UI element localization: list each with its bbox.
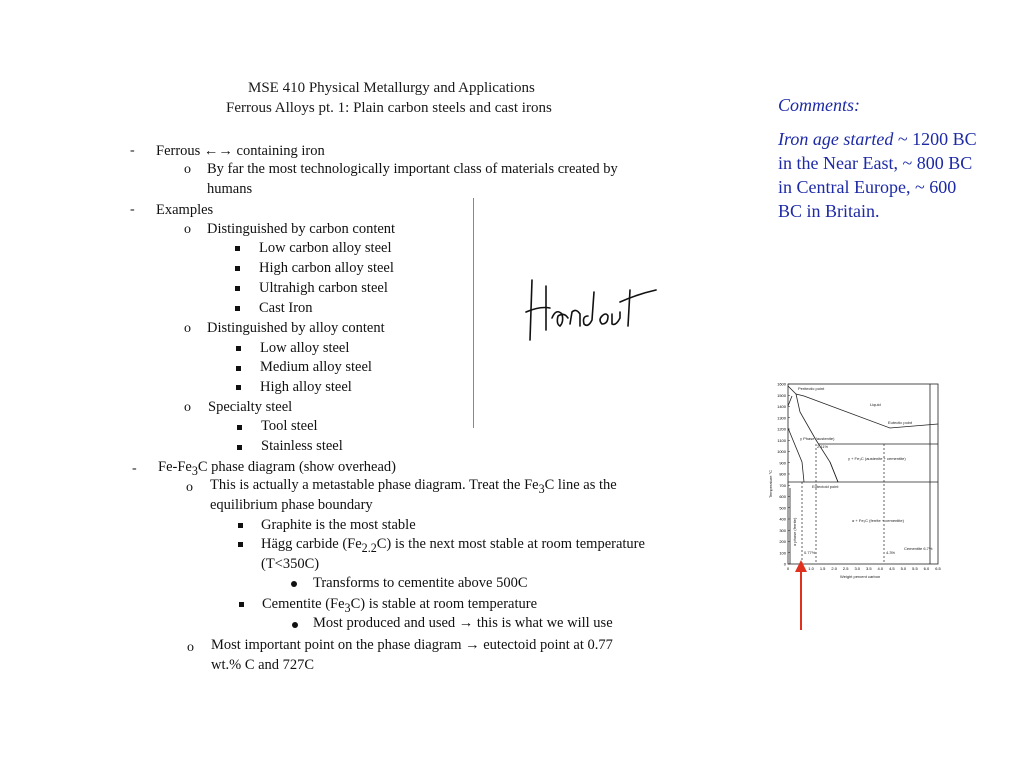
metastable-pre: This is actually a metastable phase diagram. Treat the Fe [210, 477, 539, 493]
y-tick-label: 900 [779, 460, 786, 466]
alloy-content-item: Distinguished by alloy content [207, 320, 385, 336]
cementite-sub: 3 [344, 600, 351, 615]
y-tick-label: 200 [779, 539, 786, 544]
label-alpha-fe3c: α + Fe₃C (ferrite + cementite) [852, 518, 904, 523]
y-tick-label: 800 [779, 471, 786, 477]
label-eutectoid: Eutectoid point [812, 484, 839, 489]
metastable-item [210, 477, 617, 497]
square-bullet [236, 366, 241, 371]
label-peritectic: Peritectic point [798, 386, 825, 391]
y-tick-label: 0 [783, 561, 786, 567]
alloy-item: Low alloy steel [260, 340, 350, 356]
x-tick-label: 3.0 [854, 566, 861, 571]
x-tick-label: 2.5 [842, 566, 849, 571]
x-tick-label: 1.5 [819, 566, 826, 571]
ferrous-sub-line-2: humans [207, 181, 253, 197]
x-tick-label: 6.0 [923, 566, 930, 571]
square-bullet [238, 542, 243, 547]
cementite-post: C) is stable at room temperature [350, 596, 538, 612]
x-tick-label: 4.5 [889, 566, 895, 571]
square-bullet [235, 286, 240, 291]
dash-bullet: - [132, 461, 137, 476]
phase-head-post: C phase diagram (show overhead) [197, 459, 396, 475]
handout-title: MSE 410 Physical Metallurgy and Applications [248, 80, 535, 96]
circle-bullet: o [187, 640, 194, 655]
label-ferrite: α phase (ferrite) [792, 517, 797, 546]
y-tick-label: 1100 [777, 437, 786, 443]
comments-body [778, 127, 978, 223]
cementite-pre: Cementite (Fe [262, 596, 345, 612]
y-tick-label: 700 [779, 482, 786, 488]
round-bullet [292, 622, 298, 628]
y-tick-label: 400 [779, 516, 786, 522]
alloy-item: High alloy steel [260, 379, 352, 395]
square-bullet [235, 246, 240, 251]
important-point-item: Most important point on the phase diagram → eutectoid point at 0.77 [211, 637, 613, 653]
y-tick-label: 500 [779, 505, 786, 511]
x-tick-label: 2.0 [831, 566, 837, 571]
comments-heading: Comments: [778, 95, 860, 115]
label-liquid: Liquid [870, 402, 881, 407]
phase-head-sub: 3 [191, 463, 198, 478]
x-tick-labels [787, 566, 942, 571]
circle-bullet: o [184, 222, 191, 237]
x-tick-label: 6.5 [935, 566, 941, 571]
plot-frame [788, 384, 938, 564]
square-bullet [235, 266, 240, 271]
graphite-item: Graphite is the most stable [261, 517, 416, 533]
circle-bullet: o [186, 480, 193, 495]
label-cementite: Cementite 6.7% [904, 546, 933, 551]
square-bullet [238, 523, 243, 528]
metastable-sub: 3 [538, 481, 545, 496]
x-tick-label: 1.0 [808, 566, 814, 571]
square-bullet [239, 602, 244, 607]
x-axis-label: Weight percent carbon [840, 574, 881, 579]
y-tick-label: 1000 [777, 449, 786, 454]
round-bullet [291, 581, 297, 587]
transforms-item: Transforms to cementite above 500C [313, 575, 528, 591]
ferrous-item: Ferrous ←→ containing iron [156, 143, 325, 159]
comments-panel [778, 93, 978, 223]
hagg-post: C) is the next most stable at room temperature [376, 536, 645, 552]
y-tick-label: 1500 [777, 392, 786, 398]
y-tick-label: 1300 [777, 415, 786, 421]
metastable-line-2: equilibrium phase boundary [210, 497, 373, 513]
handwritten-handout-signature [516, 272, 662, 346]
carbon-item: Ultrahigh carbon steel [259, 280, 388, 296]
square-bullet [237, 425, 242, 430]
carbon-item: High carbon alloy steel [259, 260, 394, 276]
most-used-item: Most produced and used → this is what we will use [313, 615, 613, 631]
phase-head-pre: Fe-Fe [158, 459, 192, 475]
dash-bullet: - [130, 143, 135, 158]
hagg-line-2: (T<350C) [261, 556, 320, 572]
square-bullet [236, 385, 241, 390]
square-bullet [235, 306, 240, 311]
label-43: 4.3% [886, 550, 896, 555]
specialty-sub-item: Tool steel [261, 418, 318, 434]
y-tick-label: 1200 [777, 426, 786, 432]
carbon-content-item: Distinguished by carbon content [207, 221, 396, 237]
label-austenite: γ Phase (austenite) [800, 436, 835, 441]
dash-bullet: - [130, 202, 135, 217]
circle-bullet: o [184, 162, 191, 177]
red-arrow-icon [794, 560, 808, 630]
cementite-item [262, 596, 537, 616]
comments-body-italic: Iron age started [778, 129, 894, 149]
y-tick-label: 1400 [777, 404, 786, 409]
fe-fe3c-phase-diagram [760, 378, 942, 580]
y-tick-label: 300 [779, 527, 786, 533]
label-eutectic: Eutectic point [888, 420, 913, 425]
hagg-pre: Hägg carbide (Fe [261, 536, 362, 552]
y-tick-label: 1600 [777, 381, 786, 387]
circle-bullet: o [184, 400, 191, 415]
y-tick-label: 600 [779, 494, 786, 499]
ferrous-sub-line-1: By far the most technologically important class of materials created by [207, 161, 618, 177]
examples-item: Examples [156, 202, 214, 218]
label-211: 2.11% [817, 444, 829, 449]
handout-subtitle: Ferrous Alloys pt. 1: Plain carbon steels and cast irons [226, 100, 552, 116]
x-tick-label: 4.0 [877, 566, 884, 571]
comments-body-rest: ~ 1200 BC in the Near East, ~ 800 BC in Central Europe, ~ 600 BC in Britain. [778, 129, 977, 221]
y-axis-label: Temperature °C [768, 469, 773, 498]
hagg-sub: 2.2 [361, 540, 377, 555]
specialty-item: Specialty steel [208, 399, 293, 415]
circle-bullet: o [184, 321, 191, 336]
metastable-post: C line as the [544, 477, 617, 493]
hagg-item [261, 536, 645, 556]
important-point-line-2: wt.% C and 727C [211, 657, 315, 673]
label-077: 0.77% [804, 550, 816, 555]
label-gamma-fe3c: γ + Fe₃C (austenite + cementite) [848, 456, 906, 461]
x-tick-label: 0 [786, 566, 790, 571]
square-bullet [236, 346, 241, 351]
phase-diagram-item [158, 459, 396, 479]
scan-edge-line [473, 198, 474, 428]
square-bullet [237, 445, 242, 450]
alloy-item: Medium alloy steel [260, 359, 372, 375]
x-tick-label: 5.0 [900, 566, 907, 571]
carbon-item: Cast Iron [259, 300, 313, 316]
carbon-item: Low carbon alloy steel [259, 240, 392, 256]
x-tick-label: 5.5 [912, 566, 918, 571]
x-tick-label: 3.5 [865, 566, 872, 571]
y-tick-label: 100 [779, 550, 786, 556]
specialty-sub-item: Stainless steel [261, 438, 343, 454]
